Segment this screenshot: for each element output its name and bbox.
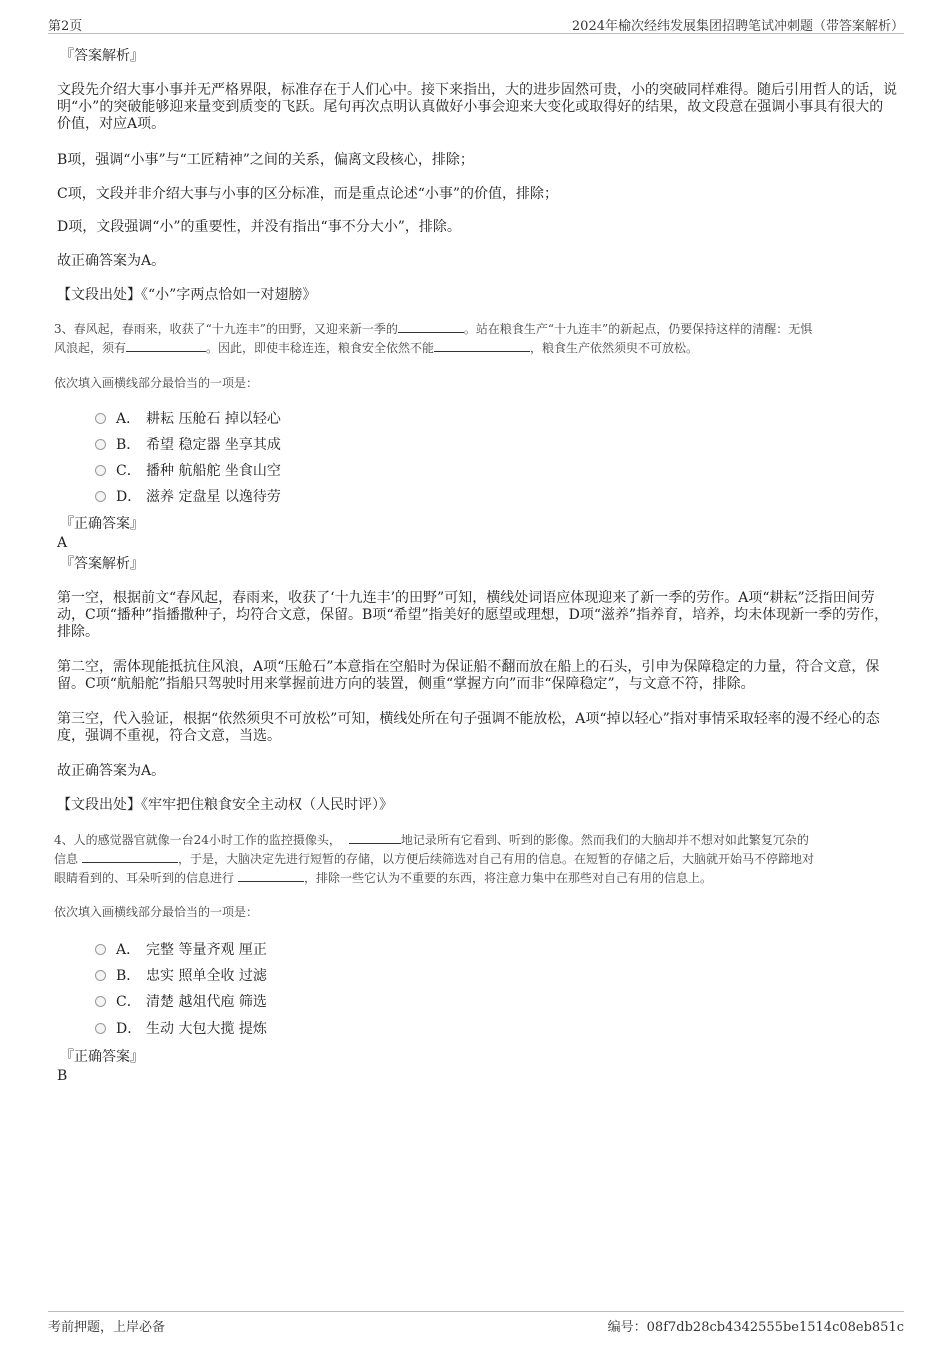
q2-analysis-paragraph-4: D项，文段强调“小”的重要性，并没有指出“事不分大小”，排除。 xyxy=(57,219,461,235)
q3-stem: 3、春风起，春雨来，收获了“十九连丰”的田野，又迎来新一季的 。站在粮食生产“十九连丰”的新起点，仍要保持这样的清醒：无惧 风浪起，须有 。因此，即使丰稔连连，粮食安全依然不能 ，粮食生产依然须臾不可放松。 xyxy=(54,322,813,355)
q3-answer: A xyxy=(57,535,68,551)
q2-analysis-paragraph-2: B项，强调“小事”与“工匠精神”之间的关系，偏离文段核心，排除； xyxy=(57,152,474,168)
radio-icon[interactable] xyxy=(95,491,106,502)
q4-blank-3 xyxy=(238,869,304,882)
radio-icon[interactable] xyxy=(95,944,106,955)
q3-correct-heading: 『正确答案』 xyxy=(60,516,144,532)
page-footer xyxy=(48,1311,904,1336)
radio-icon[interactable] xyxy=(95,1023,106,1034)
q2-analysis-paragraph-3: C项，文段并非介绍大事与小事的区分标准，而是重点论述“小事”的价值，排除； xyxy=(57,186,559,202)
q3-prompt: 依次填入画横线部分最恰当的一项是： xyxy=(54,376,259,390)
document-id: 编号：08f7db28cb4342555be1514c08eb851c xyxy=(607,1320,904,1335)
q3-analysis-paragraph-2: 第二空，需体现能抵抗住风浪，A项“压舱石”本意指在空船时为保证船不翻而放在船上的石头，引申为保障稳定的力量，符合文意，保留。C项“航船舵”指船只驾驶时用来掌握前进方向的装置，侧重“掌握方向”而非“保障稳定”，与文意不符，排除。 xyxy=(57,659,880,692)
radio-icon[interactable] xyxy=(95,970,106,981)
q4-stem: 4、人的感觉器官就像一台24小时工作的监控摄像头， 地记录所有它看到、听到的影像。然而我们的大脑却并不想对如此繁复冗杂的 信息 ，于是，大脑决定先进行短暂的存储，以方便后续筛选对自己有用的信息。在短暂的存储之后，大脑就开始马不停蹄地对 眼睛看到的、耳朵听到的信息进行 ，排除一些它认为不重要的东西，将注意力集中在那些对自己有用的信息上。 xyxy=(54,833,815,885)
page-header xyxy=(48,13,904,34)
q4-option-c[interactable]: C． 清楚 越俎代庖 筛选 xyxy=(95,993,267,1011)
radio-icon[interactable] xyxy=(95,996,106,1007)
q2-analysis-paragraph-1: 文段先介绍大事小事并无严格界限，标准存在于人们心中。接下来指出，大的进步固然可贵，小的突破同样难得。随后引用哲人的话，说明“小”的突破能够迎来量变到质变的飞跃。尾句再次点明认真做好小事会迎来大变化或取得好的结果，故文段意在强调小事具有很大的价值，对应A项。 xyxy=(57,82,897,132)
q4-prompt: 依次填入画横线部分最恰当的一项是： xyxy=(54,905,259,919)
q3-blank-1 xyxy=(398,320,464,333)
q3-option-a[interactable]: A． 耕耘 压舱石 掉以轻心 xyxy=(95,410,281,428)
q2-analysis-heading: 『答案解析』 xyxy=(60,48,144,64)
q3-blank-3 xyxy=(434,339,530,352)
q4-option-d[interactable]: D． 生动 大包大揽 提炼 xyxy=(95,1020,267,1038)
document-title: 2024年榆次经纬发展集团招聘笔试冲刺题（带答案解析） xyxy=(571,19,904,34)
q3-option-c[interactable]: C． 播种 航船舵 坐食山空 xyxy=(95,462,281,480)
radio-icon[interactable] xyxy=(95,439,106,450)
q4-option-b[interactable]: B． 忠实 照单全收 过滤 xyxy=(95,967,267,985)
q4-answer: B xyxy=(57,1068,68,1084)
q3-option-b[interactable]: B． 希望 稳定器 坐享其成 xyxy=(95,436,281,454)
q4-correct-heading: 『正确答案』 xyxy=(60,1049,144,1065)
q2-conclusion: 故正确答案为A。 xyxy=(57,253,166,269)
q3-analysis-heading: 『答案解析』 xyxy=(60,556,144,572)
q2-source: 【文段出处】《“小”字两点恰如一对翅膀》 xyxy=(57,287,317,303)
q3-blank-2 xyxy=(126,339,206,352)
q3-option-d[interactable]: D． 滋养 定盘星 以逸待劳 xyxy=(95,488,281,506)
q4-blank-2 xyxy=(82,850,178,863)
q3-source: 【文段出处】《牢牢把住粮食安全主动权（人民时评）》 xyxy=(57,797,393,813)
q3-conclusion: 故正确答案为A。 xyxy=(57,763,166,779)
footer-slogan: 考前押题，上岸必备 xyxy=(48,1320,166,1335)
radio-icon[interactable] xyxy=(95,465,106,476)
page-number: 第2页 xyxy=(48,19,83,34)
q3-analysis-paragraph-3: 第三空，代入验证，根据“依然须臾不可放松”可知，横线处所在句子强调不能放松，A项“掉以轻心”指对事情采取轻率的漫不经心的态度，强调不重视，符合文意，当选。 xyxy=(57,711,880,744)
q4-blank-1 xyxy=(349,831,401,844)
radio-icon[interactable] xyxy=(95,413,106,424)
q4-option-a[interactable]: A． 完整 等量齐观 厘正 xyxy=(95,941,267,959)
q3-analysis-paragraph-1: 第一空，根据前文“春风起，春雨来，收获了‘十九连丰’的田野”可知，横线处词语应体现迎来了新一季的劳作。A项“耕耘”泛指田间劳动，C项“播种”指播撒种子，均符合文意，保留。B项“希望”指美好的愿望或理想，D项“滋养”指养育，培养，均未体现新一季的劳作，排除。 xyxy=(57,590,889,640)
